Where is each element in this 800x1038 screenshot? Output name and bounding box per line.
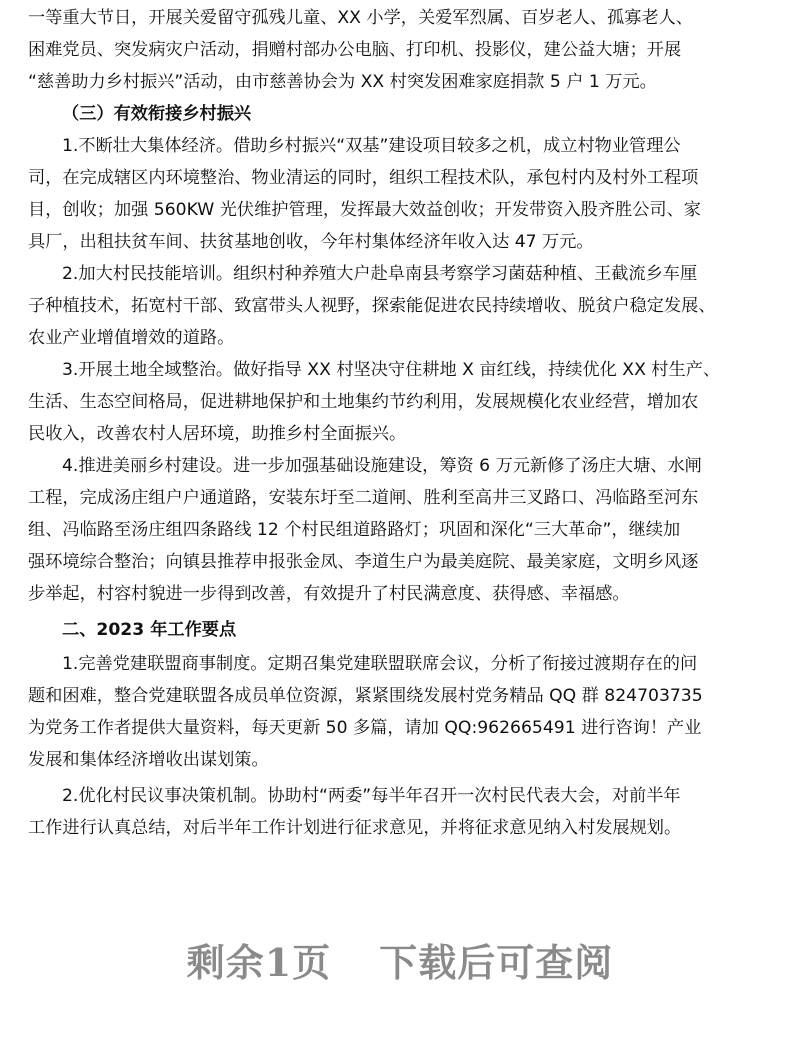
paragraph-line: 强环境综合整治；向镇县推荐申报张金凤、李道生户为最美庭院、最美家庭，文明乡风逐 — [28, 552, 699, 572]
download-prompt[interactable] — [0, 932, 800, 987]
paragraph-line: 1.不断壮大集体经济。借助乡村振兴“双基”建设项目较多之机，成立村物业管理公 — [62, 136, 681, 156]
remaining-pages-text: 剩余1页 — [186, 940, 332, 985]
paragraph-line: 2.优化村民议事决策机制。协助村“两委”每半年召开一次村民代表大会，对前半年 — [62, 786, 681, 806]
paragraph-line: 工程，完成汤庄组户户通道路，安装东圩至二道闸、胜利至高井三叉路口、冯临路至河东 — [28, 488, 699, 508]
paragraph-line: 生活、生态空间格局，促进耕地保护和土地集约节约利用，发展规模化农业经营，增加农 — [28, 392, 699, 412]
paragraph-line: 步举起，村容村貌进一步得到改善，有效提升了村民满意度、获得感、幸福感。 — [28, 584, 630, 604]
section-heading: 二、2023 年工作要点 — [62, 620, 237, 640]
paragraph-line: 题和困难，整合党建联盟各成员单位资源，紧紧围绕发展村党务精品 QQ 群 824703735 — [28, 686, 703, 706]
paragraph-line: 2.加大村民技能培训。组织村种养殖大户赴阜南县考察学习菌菇种植、王截流乡车厘 — [62, 264, 698, 284]
paragraph-line: 4.推进美丽乡村建设。进一步加强基础设施建设，筹资 6 万元新修了汤庄大塘、水闸 — [62, 456, 702, 476]
paragraph-line: 组、冯临路至汤庄组四条路线 12 个村民组道路路灯；巩固和深化“三大革命”，继续加 — [28, 520, 681, 540]
paragraph-line: 3.开展土地全域整治。做好指导 XX 村坚决守住耕地 X 亩红线，持续优化 XX 村生产、 — [62, 360, 721, 380]
paragraph-line: 发展和集体经济增收出谋划策。 — [28, 750, 269, 770]
paragraph-line: 困难党员、突发病灾户活动，捐赠村部办公电脑、打印机、投影仪，建公益大塘；开展 — [28, 40, 682, 60]
paragraph-line: 司，在完成辖区内环境整治、物业清运的同时，组织工程技术队，承包村内及村外工程项 — [28, 168, 699, 188]
paragraph-line: 具厂，出租扶贫车间、扶贫基地创收，今年村集体经济年收入达 47 万元。 — [28, 232, 594, 252]
section-heading: （三）有效衔接乡村振兴 — [62, 104, 252, 124]
paragraph-line: 农业产业增值增效的道路。 — [28, 328, 235, 348]
paragraph-line: 1.完善党建联盟商事制度。定期召集党建联盟联席会议，分析了衔接过渡期存在的问 — [62, 654, 698, 674]
paragraph-line: 子种植技术，拓宽村干部、致富带头人视野，探索能促进农民持续增收、脱贫户稳定发展、 — [28, 296, 716, 316]
paragraph-line: 目，创收；加强 560KW 光伏维护管理，发挥最大效益创收；开发带资入股齐胜公司、家 — [28, 200, 701, 220]
paragraph-line: “慈善助力乡村振兴”活动，由市慈善协会为 XX 村突发困难家庭捐款 5 户 1 万元。 — [28, 72, 657, 92]
paragraph-line: 工作进行认真总结，对后半年工作计划进行征求意见，并将征求意见纳入村发展规划。 — [28, 818, 682, 838]
paragraph-line: 为党务工作者提供大量资料，每天更新 50 多篇，请加 QQ:962665491 进行咨询！产业 — [28, 718, 702, 738]
paragraph-line: 一等重大节日，开展关爱留守孤残儿童、XX 小学，关爱军烈属、百岁老人、孤寡老人、 — [28, 8, 693, 28]
download-hint-text: 下载后可查阅 — [379, 940, 614, 985]
paragraph-line: 民收入，改善农村人居环境，助推乡村全面振兴。 — [28, 424, 407, 444]
